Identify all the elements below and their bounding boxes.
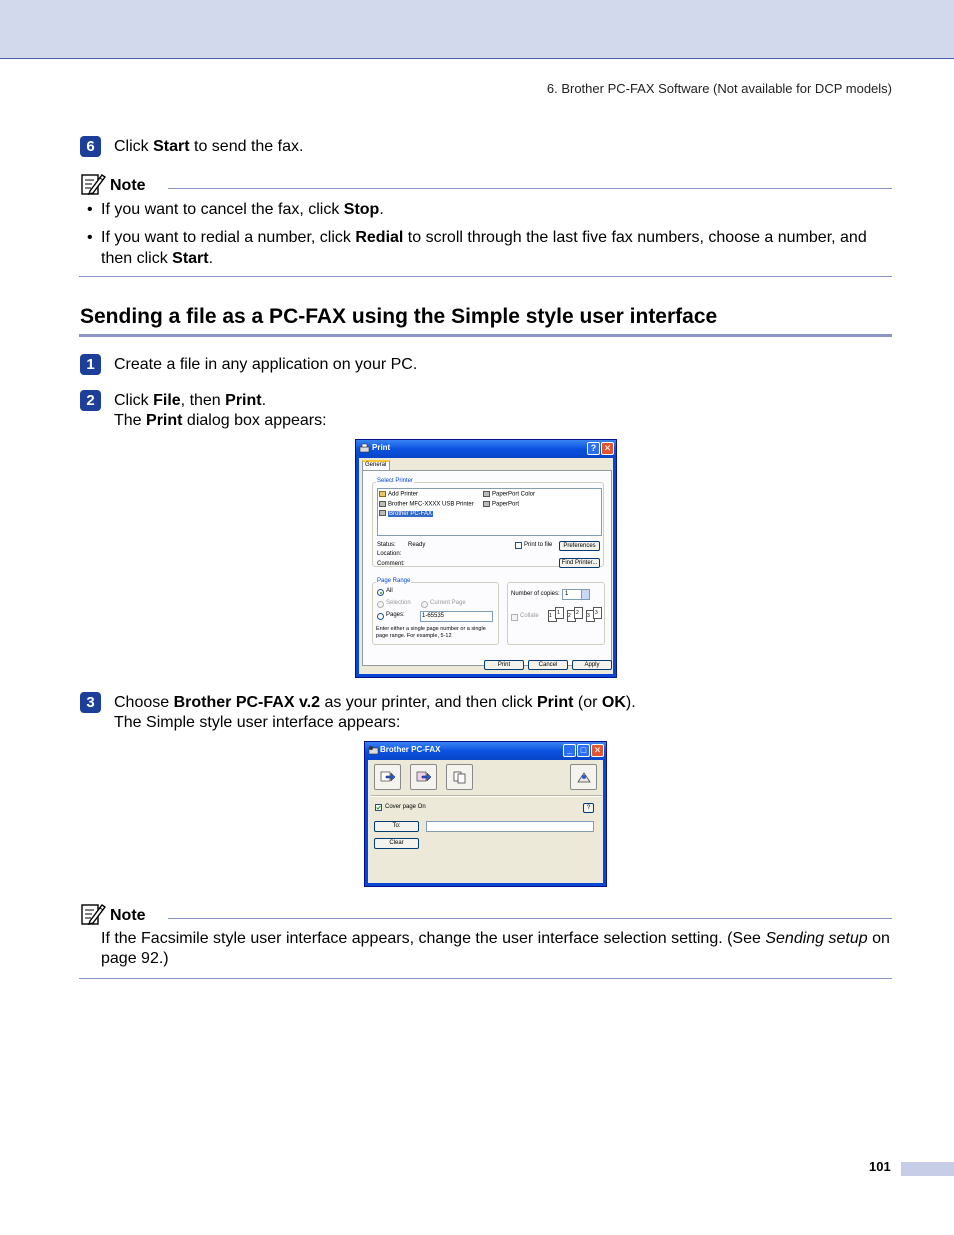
printer-icon <box>483 491 490 497</box>
step-text-line-1: Choose Brother PC-FAX v.2 as your printer, and then click Print (or OK). <box>114 694 636 711</box>
selection-radio[interactable] <box>377 601 384 608</box>
step-number: 2 <box>80 390 101 411</box>
comment-label: Comment: <box>377 561 405 567</box>
note-label: Note <box>110 177 146 194</box>
printer-icon <box>379 501 386 507</box>
section-rule <box>79 334 892 337</box>
cover-page-label: Cover page On <box>385 804 426 810</box>
pages-input[interactable]: 1-65535 <box>420 611 493 622</box>
copies-label: Number of copies: <box>511 591 560 597</box>
copy-button[interactable] <box>446 764 473 790</box>
collate-checkbox[interactable] <box>511 614 518 621</box>
selection-label: Selection <box>386 600 411 606</box>
note-2-text: If the Facsimile style user interface appears, change the user interface selection setting. (See Sending setup on page 92.) <box>101 930 890 967</box>
current-page-radio[interactable] <box>421 601 428 608</box>
step-text-line-1: Click File, then Print. <box>114 392 267 409</box>
printer-item-paperport-color[interactable]: PaperPort Color <box>483 491 535 498</box>
step-text: Create a file in any application on your PC. <box>114 356 418 373</box>
current-page-label: Current Page <box>430 600 466 606</box>
tab-general[interactable]: General <box>362 460 390 470</box>
copy-icon <box>453 771 467 784</box>
print-dialog <box>355 439 617 678</box>
note-end-rule <box>79 978 892 979</box>
close-button[interactable]: ✕ <box>601 442 614 455</box>
step-text-line-2: The Simple style user interface appears: <box>114 714 401 731</box>
apply-button[interactable]: Apply <box>572 660 612 670</box>
minimize-button[interactable]: _ <box>563 744 576 757</box>
note-pencil-icon <box>80 902 106 926</box>
printer-item-mfc[interactable]: Brother MFC-XXXX USB Printer <box>379 501 474 508</box>
printer-list[interactable] <box>377 488 602 536</box>
pages-radio[interactable] <box>377 613 384 620</box>
printer-item-pcfax[interactable]: Brother PC-FAX <box>379 510 433 517</box>
print-button[interactable]: Print <box>484 660 524 670</box>
location-label: Location: <box>377 551 402 557</box>
pcfax-titlebar <box>365 742 606 760</box>
note-divider <box>168 188 892 189</box>
all-radio[interactable] <box>377 589 384 596</box>
bullet-marker: • <box>87 229 93 246</box>
send-arrow-icon <box>380 770 396 784</box>
printer-item-paperport[interactable]: PaperPort <box>483 501 519 508</box>
range-hint-line-1: Enter either a single page number or a single <box>376 626 486 632</box>
page-range-label: Page Range <box>377 578 411 584</box>
send-fax-button[interactable] <box>374 764 401 790</box>
to-button[interactable]: To: <box>374 821 419 832</box>
page-number: 101 <box>869 1159 891 1174</box>
fax-printer-icon <box>379 510 386 516</box>
to-input[interactable] <box>426 821 594 832</box>
all-label: All <box>386 588 393 594</box>
pcfax-body <box>368 760 603 883</box>
print-dialog-body <box>359 458 613 674</box>
print-dialog-titlebar <box>356 440 616 458</box>
cancel-button[interactable]: Cancel <box>528 660 568 670</box>
note-bullet-1: If you want to cancel the fax, click Stop. <box>101 201 384 218</box>
step-text-line-2: The Print dialog box appears: <box>114 412 327 429</box>
address-book-icon <box>576 770 592 785</box>
collate-label: Collate <box>520 613 539 619</box>
step-text: Click Start to send the fax. <box>114 138 304 155</box>
note-bullet-2: If you want to redial a number, click Redial to scroll through the last five fax numbers, choose a number, and then click Start. <box>101 229 867 267</box>
status-value: Ready <box>408 542 426 548</box>
printer-item-add[interactable]: Add Printer <box>379 491 418 498</box>
copies-spinner[interactable] <box>581 590 589 599</box>
header-band <box>0 0 954 59</box>
send-color-icon <box>416 770 432 784</box>
printer-icon <box>483 501 490 507</box>
tab-panel: Select Printer Add Printer Brother MFC-XXXX USB Printer Brother PC-FAX PaperPort Color PaperPort Status: Ready Location: Comment: Print to file Preferences Find Printer... Page Range All Selection Current Page Pages: 1-65535 Enter either a single page number or a single page range. For example, 5-12 Number of copies: 1 Collate 1 1 2 2 3 3 <box>362 470 612 666</box>
copies-input[interactable]: 1 <box>562 589 590 600</box>
close-button[interactable]: ✕ <box>591 744 604 757</box>
pcfax-title: Brother PC-FAX <box>380 745 441 754</box>
toolbar-divider <box>371 795 602 797</box>
note-divider <box>168 918 892 919</box>
print-to-file-checkbox[interactable] <box>515 542 522 549</box>
bullet-marker: • <box>87 201 93 218</box>
help-button[interactable]: ? <box>583 803 594 813</box>
fax-app-icon <box>368 745 379 756</box>
address-book-button[interactable] <box>570 764 597 790</box>
status-label: Status: <box>377 542 396 548</box>
print-to-file-label: Print to file <box>524 542 553 548</box>
print-dialog-title: Print <box>372 443 391 452</box>
step-number: 1 <box>80 354 101 375</box>
check-icon <box>376 805 381 810</box>
find-printer-button[interactable]: Find Printer... <box>559 558 600 568</box>
add-printer-icon <box>379 491 386 497</box>
note-label: Note <box>110 907 146 924</box>
send-scan-button[interactable] <box>410 764 437 790</box>
note-pencil-icon <box>80 172 106 196</box>
printer-icon <box>359 443 370 454</box>
help-button[interactable]: ? <box>587 442 600 455</box>
maximize-button[interactable]: □ <box>577 744 590 757</box>
page-tab <box>901 1162 954 1176</box>
range-hint-line-2: page range. For example, 5-12 <box>376 633 452 639</box>
preferences-button[interactable]: Preferences <box>559 541 600 551</box>
clear-button[interactable]: Clear <box>374 838 419 849</box>
running-head: 6. Brother PC-FAX Software (Not available for DCP models) <box>546 81 892 96</box>
select-printer-label: Select Printer <box>377 478 414 484</box>
step-number: 6 <box>80 136 101 157</box>
section-title: Sending a file as a PC-FAX using the Simple style user interface <box>80 305 718 328</box>
pcfax-window <box>364 741 607 887</box>
pages-label: Pages: <box>386 612 405 618</box>
note-end-rule <box>79 276 892 277</box>
cover-page-checkbox[interactable] <box>375 804 382 811</box>
step-number: 3 <box>80 692 101 713</box>
